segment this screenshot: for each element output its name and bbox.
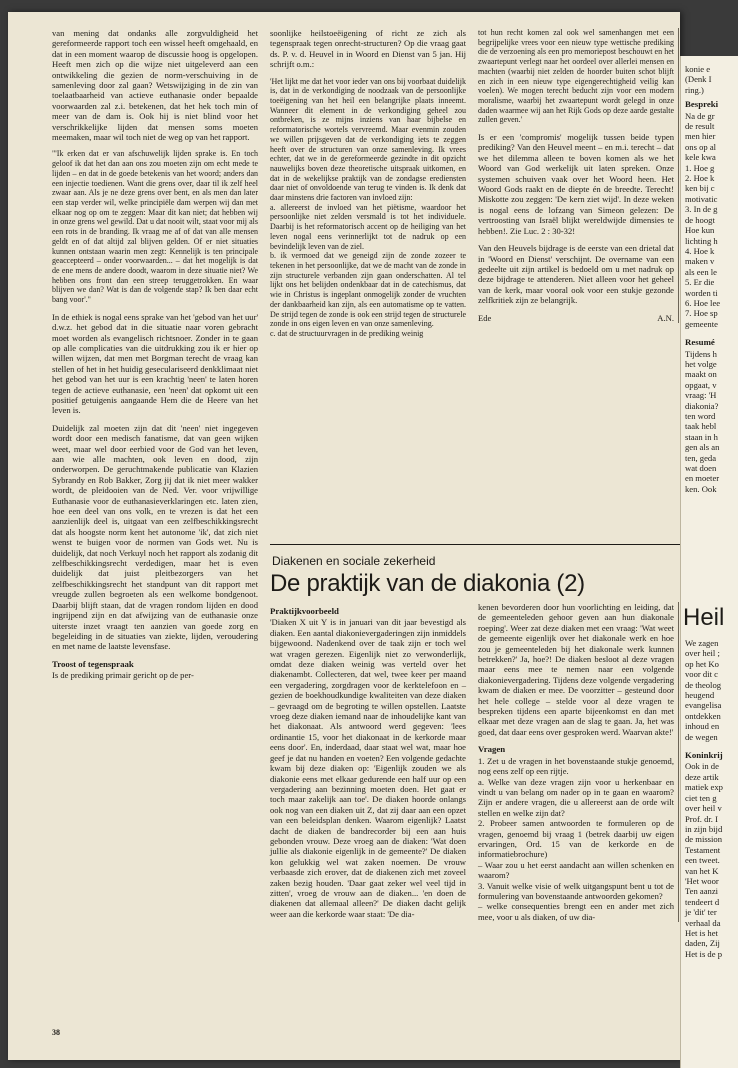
text-line: kele kwa — [685, 152, 716, 163]
column-2 — [270, 28, 466, 339]
quote-item-c: c. dat de structuurvragen in de prediking weinig — [270, 328, 424, 338]
next-page-column-bottom — [685, 638, 723, 959]
text-line: ten word — [685, 411, 716, 421]
text-line: daden, Zij — [685, 938, 720, 949]
text-line: 4. Hoe k — [685, 245, 715, 256]
text-line: gen als an — [685, 442, 720, 453]
quote-item-b: b. ik vermoed dat we geneigd zijn de zonde zozeer te tekenen in het persoonlijke, dat we de macht van de zonde in zijn structurele verbanden zijn gaan onderschatten. Al tel lijkt ons het belijden ondenkbaar dat in de catechismus, dat wie in Christus is ingeplant onmogelijk zonder de vruchten der dankbaarheid kan zijn, als een automatisme op te vatten. De strijd tegen de zonde is ook een strijd tegen de structurele zonde in ons eigen leven en van onze samenleving. — [270, 251, 466, 329]
text-line: ons op al — [685, 141, 717, 152]
magazine-page — [8, 12, 680, 1060]
text-line: Ook in de — [685, 761, 719, 772]
text-line: voor dit c — [685, 669, 718, 680]
text-line: ring.) — [685, 84, 704, 95]
text-line: het volge — [685, 358, 717, 369]
text-line: de mission — [685, 834, 723, 845]
text-line: ciet ten g — [685, 792, 717, 803]
next-page-column-top — [685, 64, 720, 494]
paragraph: van mening dat ondanks alle zorgvuldigheid het gereformeerde rapport toch een wissel heeft omgehaald, en dat in een moment waarop de discussie hoog is opgelopen. Heeft men zich op die wijze niet uitgeleverd aan een ontwikkeling die gezien de norm-verschuiving in de samenleving door zal gaan? Wetswijziging in de zin van toelaatbaarheid van actieve euthanasie onder bepaalde voorwaarden zal z.i. betekenen, dat het hek toch min of meer van de dam is. Ook hij is niet blind voor het verschrikkelijke lijden dat mensen soms moeten meemaken, maar wil toch niet de weg op van het rapport. — [52, 28, 258, 143]
text-line: Testament — [685, 844, 721, 855]
signature-line — [478, 313, 674, 323]
article-kicker: Diakenen en sociale zekerheid — [272, 554, 436, 568]
paragraph: In de ethiek is nogal eens sprake van het 'gebod van het uur' d.w.z. het gebod dat in die situatie naar voren gebracht moet worden als evangelisch richtsnoer. Zonder in te gaan op alle complicaties van die uitdrukking zou ik er hier op willen wijzen, dat men met Borgman terecht de vraag kan stellen of het in het huidig geseculariseerd denkklimaat niet het gebod van het uur is een krachtig 'neen' te laten horen tegen de actieve euthanasie, een 'neen' dat opkomt uit een positief getuigenis aangaande Hem die de Heere van het leven is. — [52, 311, 258, 416]
quote-block: tot hun recht komen zal ook wel samenhangen met een begrijpelijke vrees voor een nieuw type wettische prediking die de verzoening als een pro memoriepost beschouwt en het zwaartepunt verlegt naar het oordeel over allerlei mensen en machten (waarbij niet zelden de hoorder buiten schot blijft en zich in een nieuw type eigengerechtigheid veilig kan voelen). We mogen terecht beducht zijn voor een modern moralisme, waarbij het zwaartepunt wordt gelegd in onze daden waarmee wij aan het Rijk Gods op deze aarde gestalte zullen geven.' — [478, 28, 674, 125]
text-line: Hoe kun — [685, 225, 715, 236]
text-line: over heil ; — [685, 648, 720, 659]
paragraph: Van den Heuvels bijdrage is de eerste van een drietal dat in 'Woord en Dienst' verschijnt. De overname van een gedeelte uit zijn artikel is bedoeld om u met nadruk op deze bijdrage te attenderen. Niet alleen voor het geheel van de kerk, maar vooral ook voor een stukje gezonde zelfkritiek zijn ze belangrijk. — [478, 243, 674, 306]
paragraph: Is de prediking primair gericht op de per- — [52, 670, 194, 681]
text-line: matiek exp — [685, 782, 723, 793]
text-line: in zijn bijd — [685, 823, 723, 834]
signature-place: Ede — [478, 312, 492, 323]
article-subheading: Praktijkvoorbeeld — [270, 606, 339, 616]
next-article-title: Heil — [683, 604, 725, 631]
paragraph: Duidelijk zal moeten zijn dat dit 'neen' niet ingegeven wordt door een medisch fanatisme, dat van geen wijken weet, maar wel door eerbied voor de God van het leven, aan wie alle machten, ook leven en dood, zijn onderworpen. De geruchtmakende publicatie van Klazien Sybrandy en Rob Bakker, Zorg jij dat ik niet meer wakker wordt, de pleidooien van de Ned. Ver. voor vrijwillige Euthanasie voor de euthanasieverklaringen etc. laten zien, hoe een deel van ons volk, en te vrezen is dat het een aanzienlijk deel is, uitgaat van een zelfbeschikkingsrecht dat als hoogste norm kent het autonome 'ik', dat zich niet wenst te buigen voor de normen van Gods wet. Nu is duidelijk, dat noch Verkuyl noch het rapport als zodanig dit zelfbeschikkingsrecht verdedigen, maar het is even duidelijk dat juist pleitbezorgers van het zelfbeschikkingsrecht het standpunt van dit rapport met vreugde zullen begroeten als een welkome bondgenoot. Daarbij blijft staan, dat de vragen rondom lijden en dood ingrijpend zijn en dat afwijzing van de euthanasie onze uiterste inzet vraagt ten aanzien van goede zorg en begeleiding in de situaties van ziekte, lijden, veroudering en met name de laatste levensfase. — [52, 422, 258, 652]
text-line: als een le — [685, 266, 717, 277]
paragraph: soonlijke heilstoeëigening of richt ze zich als tegenspraak tegen onrecht-structuren? Op die vraag gaat ds. P. v. d. Heuvel in in Woord en Dienst van 5 jan. Hij schrijft o.m.: — [270, 28, 466, 70]
section-heading: Bespreki — [685, 99, 719, 110]
text-line: 5. Er die — [685, 277, 715, 288]
paragraph: Is er een 'compromis' mogelijk tussen beide typen prediking? Van den Heuvel meent – en m.i. terecht – dat we het dilemma alleen te boven komen als we het Woord van God werkelijk uit laten spreken. Onze systemen schuiven vaak over het Woord heen. Het Woord Gods raakt en de diepte én de breedte. Terecht! Miskotte zou zeggen: 'De kern ziet wijd'. In deze weken is nogal eens de lofzang van Simeon gelezen: De vertroosting van Israël blijkt wereldwijde dimensies te hebben!. Zie Luc. 2 : 30-32! — [478, 132, 674, 236]
text-line: de wegen — [685, 731, 718, 742]
text-line: ken bij c — [685, 183, 715, 194]
question-2: 2. Probeer samen antwoorden te formuleren op de vragen, genoemd bij vraag 1 (betrek daarbij uw eigen ervaringen, Ord. 15 van de kerkorde en de informatiebrochure) — [478, 818, 674, 860]
text-line: van het K — [685, 865, 719, 876]
text-line: maakt on — [685, 369, 717, 380]
text-line: 'Het woor — [685, 875, 719, 886]
text-line: ken. Ook — [685, 483, 717, 494]
text-line: lichting h — [685, 235, 718, 246]
text-line: verhaal da — [685, 917, 721, 928]
column-1 — [52, 28, 258, 688]
section-heading: Troost of tegenspraak — [52, 658, 134, 669]
text-line: taak hebl — [685, 421, 717, 432]
paragraph: 'Diaken X uit Y is in januari van dit jaar bevestigd als diaken. Een aantal diakonievergaderingen zijn inmiddels bijgewoond. Nadenkend over de taak zijn er toch wel wat vragen gerezen. Eigenlijk niet zo verwonderlijk, omdat deze diaken weinig was verteld over het diakenambt. Collecteren, dat wel, twee keer per maand een vergadering, zorgdragen voor de kerktelefoon en – gezien de boekhoudkundige kwaliteiten van deze diaken – gevraagd om de begroting te willen opstellen. Laatste vroeg deze diaken iemand naar de inhoudelijke kant van het diakonaat. Als antwoord werd gegeven: 'lees ordinantie 15, voor het diakonaat in de kerkorde maar eens door'. En, inderdaad, daar staat wel wat, maar hoe geef je dat nu handen en voeten? Een volgende gedachte kwam bij deze diaken op: 'Eigenlijk zouden we als diakonie eens met elkaar gedurende een half uur op een vergadering aan bezinning moeten doen. Het gaat er toch maar zakelijk aan toe'. De diaken hoorde onlangs ook nog van een diaken uit Z, dat zij daar aan een opzet van een beleidsplan denken. Waarom eigenlijk? Laatst dacht de diaken de bandrecorder bij een aan huis gebonden vrouw. Deze vroeg aan de diaken: 'Wat doen jullie als diakonie eigenlijk in de gemeente?' De diaken kon gelukkig wel wat zaken noemen. De vrouw verbaasde zich erover, dat de diakenen zich met zoveel zaken bezig houden. 'Daar gaat zeker wel veel tijd in zitten', vroeg de vrouw aan de diaken... 'en doen de diakenen dat allemaal alleen?' De diaken dacht gelijk weer aan die kerkorde waar staat: 'De dia- — [270, 617, 466, 919]
text-line: opgaat, v — [685, 379, 717, 390]
text-line: je 'dit' ter — [685, 907, 717, 918]
article-subheading: Vragen — [478, 744, 506, 755]
text-line: ontdekken — [685, 710, 721, 721]
text-line: ten, geda — [685, 452, 717, 463]
text-line: 3. In de g — [685, 204, 718, 215]
article-column-b — [478, 602, 679, 922]
text-line: Prof. dr. I — [685, 813, 718, 824]
text-line: 2. Hoe k — [685, 173, 715, 184]
text-line: heugend — [685, 690, 715, 701]
text-line: men hier — [685, 131, 716, 142]
question-3: 3. Vanuit welke visie of welk uitgangspunt bent u tot de formulering van bovenstaande antwoorden gekomen? — [478, 880, 674, 901]
text-line: deze artik — [685, 771, 719, 782]
question-3b: – welke consequenties brengt een en ander met zich mee, voor u als diaken, of uw dia- — [478, 901, 674, 922]
text-line: op het Ko — [685, 658, 719, 669]
section-heading: Koninkrij — [685, 750, 723, 761]
text-line: en moeter — [685, 473, 720, 484]
text-line: Het is het — [685, 927, 718, 938]
text-line: 1. Hoe g — [685, 162, 715, 173]
column-3 — [478, 28, 679, 323]
text-line: evangelisa — [685, 700, 722, 711]
question-1a: a. Welke van deze vragen zijn voor u herkenbaar en vindt u van belang om nader op in te gaan en waarom? Zijn er andere vragen, die u allereerst aan de orde wilt stellen en welke zijn dat? — [478, 776, 674, 818]
text-line: staan in h — [685, 431, 718, 442]
section-divider — [270, 544, 680, 545]
text-line: Ten aanzi — [685, 886, 719, 897]
paragraph: kenen bevorderen door hun voorlichting en leiding, dat de gemeenteleden gehoor geven aan hun diakonale roeping'. Weer zat deze diaken met een vraag: 'Wat weet de gemeente eigenlijk over het diakonale werk en hoe zou je gemeenteleden bij het diakonale werk kunnen betrekken?' Ja, hoe?! De diaken besloot al deze vragen maar eens mee te nemen naar een volgende diakonievergadering. Tijdens deze volgende vergadering kwam de diaken er mee. De voorzitter – gesteund door het hele college – stelde voor al deze vragen te bespreken tijdens een aparte bijeenkomst en dan met elkaar met deze vragen aan de slag te gaan. Ja, het was goed, dat daar eens over gesproken werd. Waarvan akte!' — [478, 602, 674, 737]
text-line: konie e — [685, 64, 711, 74]
text-line: 6. Hoe lee — [685, 297, 721, 308]
quote-block — [270, 77, 466, 339]
article-title: De praktijk van de diakonia (2) — [270, 570, 585, 597]
text-line: tendeert d — [685, 896, 720, 907]
text-line: Na de gr — [685, 110, 715, 121]
text-line: de hoogt — [685, 214, 715, 225]
text-line: vraag: 'H — [685, 390, 717, 401]
text-line: over heil v — [685, 803, 722, 814]
text-line: Tijdens h — [685, 348, 717, 359]
text-line: 7. Hoe sp — [685, 308, 718, 319]
quote-paragraph: 'Het lijkt me dat het voor ieder van ons bij voorbaat duidelijk is, dat in de verkondiging de noodzaak van de persoonlijke toeëigening van het heil een belangrijke plaats inneemt. Wanneer dit element in de verkondiging geheel zou ontbreken, is ze mijns inziens van haar bijbelse en reformatorische wortels vervreemd. Maar evenmin zouden we willen prijsgeven dat de verkondiging iets te zeggen heeft over de structuren van onze samenleving. Ik vrees echter, dat we in de gereformeerde gezindte in dit opzicht nauwelijks boven deze theoretische uitspraak uitkomen, en dat in de wekelijkse praktijk van de zondagse erediensten daar niet of onvoldoende van terug te vinden is. Ik denk dat daar minstens drie factoren van invloed zijn: — [270, 76, 466, 203]
question-1: 1. Zet u de vragen in het bovenstaande stukje genoemd, nog eens zelf op een rijtje. — [478, 755, 674, 777]
text-line: inhoud en — [685, 721, 720, 732]
quote-item-a: a. allereerst de invloed van het piëtisme, waardoor het persoonlijke niet zelden versmald is tot het individuele. Daarbij is het reformatorisch accent op de heiliging van het leven nogal eens verinnerlijkt tot de nadruk op een bevindelijk leven van de ziel. — [270, 202, 466, 251]
signature-initials: A.N. — [657, 312, 674, 323]
question-2b: – Waar zou u het eerst aandacht aan willen schenken en waarom? — [478, 859, 674, 881]
text-line: We zagen — [685, 638, 719, 648]
section-heading: Resumé — [685, 337, 715, 348]
text-line: de theolog — [685, 679, 722, 690]
text-line: gemeente — [685, 318, 718, 329]
quote-block: "'Ik erken dat er van afschuwelijk lijden sprake is. En toch geloof ik dat het dan aan ons zou moeten zijn om echt mede te lijden – en dat in de goede betekenis van het woord; anders dan een injectie toedienen. Want die grens over, daar til ik zelf heel zwaar aan. Als je ne deze grens over bent, en als men dan later een stap verder wil, welke principiële dam werpen wij dan met elkaar nog op om te zeggen: Maar dit kan niet; dat hebben wij in onze grens wel gewild. Dat u dat nooit wilt, staat voor mij als een rots in de branding. Ik vraag me af of dat van alle mensen geldt en of dat altijd zal blijven gelden. Of er niet situaties kunnen ontstaan waarin men zegt: Kennelijk is ten principale geaccepteerd – onder voorwaarden... – dat het mogelijk is dat de ene mens de andere doodt, waarom in deze situatie niet? We hebben ons front dan een streep teruggetrokken. En waar blijven we dan? Wat is dan de volgende stap? Ik ben daar echt bang voor'." — [52, 149, 258, 305]
text-line: (Denk I — [685, 74, 712, 85]
next-page-edge — [680, 56, 738, 1068]
text-line: motivatic — [685, 193, 718, 204]
text-line: een tweet. — [685, 855, 720, 866]
text-line: de result — [685, 121, 715, 132]
text-line: wat doen — [685, 463, 717, 474]
page-number: 38 — [52, 1028, 60, 1037]
text-line: worden ti — [685, 287, 718, 298]
text-line: maken v — [685, 256, 715, 267]
text-line: Het is de p — [685, 948, 722, 959]
text-line: diakonia? — [685, 400, 719, 411]
article-column-a — [270, 602, 466, 926]
